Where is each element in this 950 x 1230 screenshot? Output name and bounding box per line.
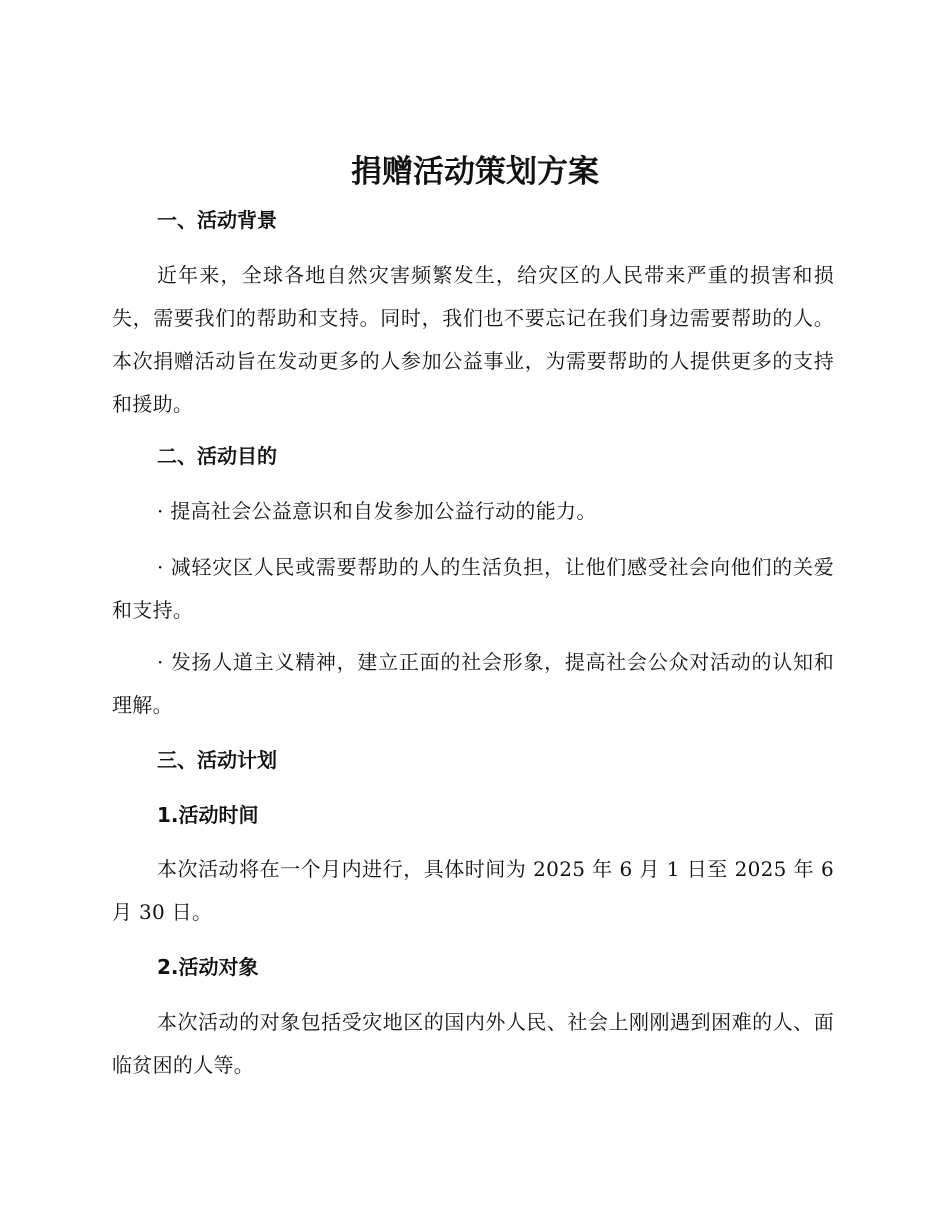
purpose-bullet-1: · 提高社会公益意识和自发参加公益行动的能力。 bbox=[157, 499, 597, 523]
section-heading-purpose: 二、活动目的 bbox=[157, 444, 277, 468]
section-heading-plan: 三、活动计划 bbox=[157, 748, 277, 772]
background-paragraph: 近年来，全球各地自然灾害频繁发生，给灾区的人民带来严重的损害和损失，需要我们的帮助和支持。同时，我们也不要忘记在我们身边需要帮助的人。本次捐赠活动旨在发动更多的人参加公益事业，为需要帮助的人提供更多的支持和援助。 bbox=[112, 263, 834, 416]
time-paragraph: 本次活动将在一个月内进行，具体时间为 2025 年 6 月 1 日至 2025 年 6 月 30 日。 bbox=[112, 857, 834, 924]
document-title: 捐赠活动策划方案 bbox=[351, 154, 599, 190]
target-paragraph: 本次活动的对象包括受灾地区的国内外人民、社会上刚刚遇到困难的人、面临贫困的人等。 bbox=[112, 1010, 834, 1077]
section-heading-background: 一、活动背景 bbox=[157, 208, 277, 232]
subsection-heading-time: 1.活动时间 bbox=[157, 803, 259, 827]
subsection-heading-target: 2.活动对象 bbox=[157, 955, 259, 979]
purpose-bullet-2: · 减轻灾区人民或需要帮助的人的生活负担，让他们感受社会向他们的关爱和支持。 bbox=[112, 555, 834, 622]
purpose-bullet-3: · 发扬人道主义精神，建立正面的社会形象，提高社会公众对活动的认知和理解。 bbox=[112, 650, 834, 717]
